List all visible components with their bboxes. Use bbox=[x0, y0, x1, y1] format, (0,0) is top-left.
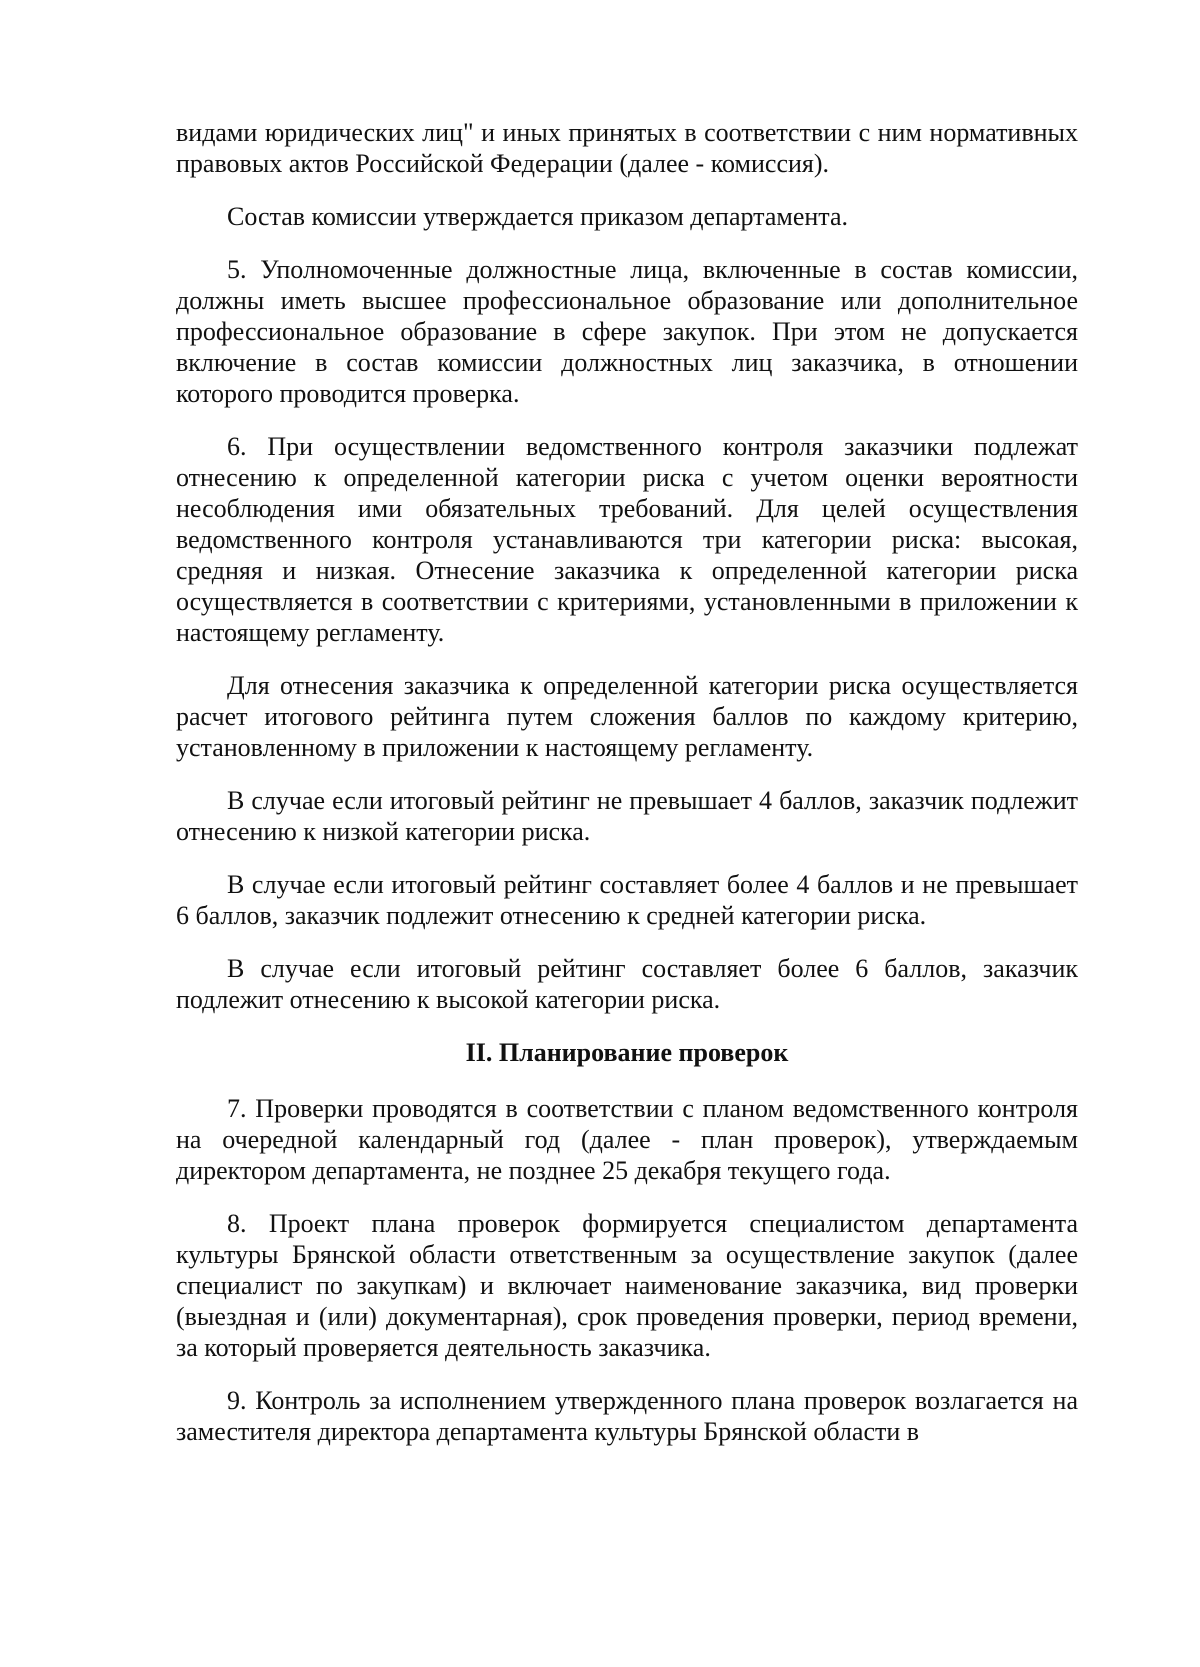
paragraph-medium-risk: В случае если итоговый рейтинг составляет более 4 баллов и не превышает 6 баллов, заказчик подлежит отнесению к средней категории риска. bbox=[176, 870, 1078, 930]
paragraph-low-risk: В случае если итоговый рейтинг не превышает 4 баллов, заказчик подлежит отнесению к низкой категории риска. bbox=[176, 786, 1078, 846]
paragraph-item-7: 7. Проверки проводятся в соответствии с планом ведомственного контроля на очередной календарный год (далее - план проверок), утверждаемым директором департамента, не позднее 25 декабря текущего года. bbox=[176, 1094, 1078, 1185]
paragraph-item-9: 9. Контроль за исполнением утвержденного плана проверок возлагается на заместителя директора департамента культуры Брянской области в bbox=[176, 1386, 1078, 1446]
document-body bbox=[176, 117, 1078, 1469]
paragraph-rating-calculation: Для отнесения заказчика к определенной категории риска осуществляется расчет итогового рейтинга путем сложения баллов по каждому критерию, установленному в приложении к настоящему регламенту. bbox=[176, 671, 1078, 762]
paragraph-commission-composition: Состав комиссии утверждается приказом департамента. bbox=[227, 202, 849, 231]
paragraph-high-risk: В случае если итоговый рейтинг составляет более 6 баллов, заказчик подлежит отнесению к высокой категории риска. bbox=[176, 954, 1078, 1014]
paragraph-item-8: 8. Проект плана проверок формируется специалистом департамента культуры Брянской области ответственным за осуществление закупок (далее специалист по закупкам) и включает наименование заказчика, вид проверки (выездная и (или) документарная), срок проведения проверки, период времени, за который проверяется деятельность заказчика. bbox=[176, 1209, 1078, 1362]
paragraph-item-6: 6. При осуществлении ведомственного контроля заказчики подлежат отнесению к определенной категории риска с учетом оценки вероятности несоблюдения ими обязательных требований. Для целей осуществления ведомственного контроля устанавливаются три категории риска: высокая, средняя и низкая. Отнесение заказчика к определенной категории риска осуществляется в соответствии с критериями, установленными в приложении к настоящему регламенту. bbox=[176, 432, 1078, 647]
section-heading: II. Планирование проверок bbox=[465, 1038, 789, 1067]
paragraph-continuation: видами юридических лиц" и иных принятых в соответствии с ним нормативных правовых актов Российской Федерации (далее - комиссия). bbox=[176, 118, 1078, 178]
paragraph-item-5: 5. Уполномоченные должностные лица, включенные в состав комиссии, должны иметь высшее профессиональное образование или дополнительное профессиональное образование в сфере закупок. При этом не допускается включение в состав комиссии должностных лиц заказчика, в отношении которого проводится проверка. bbox=[176, 255, 1078, 408]
